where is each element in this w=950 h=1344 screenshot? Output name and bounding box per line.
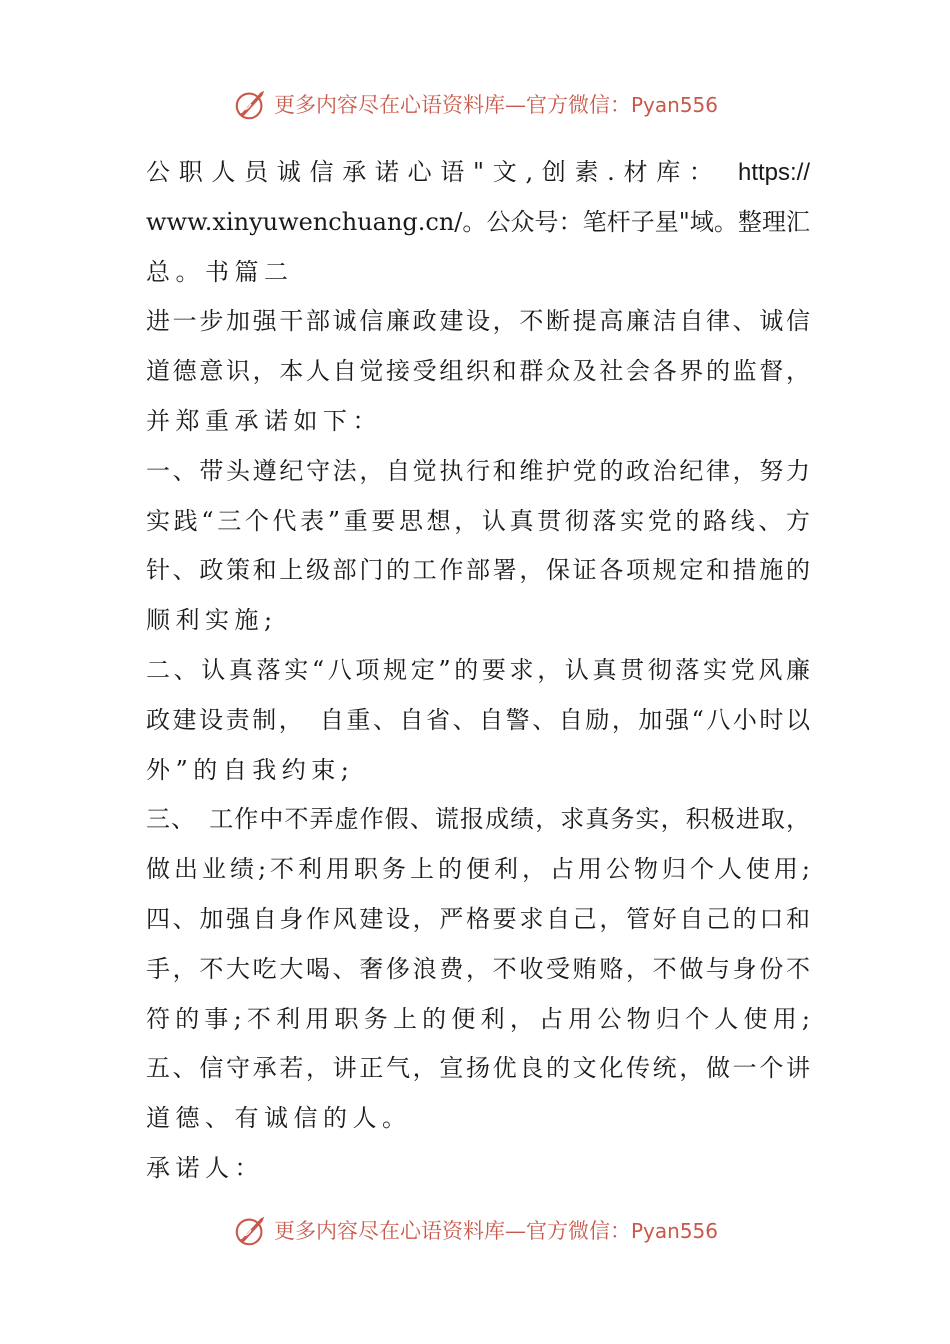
text-line: 公职人员诚信承诺心语"文,创素.材库： https:// [146,158,810,186]
watermark-text: 更多内容尽在心语资料库—官方微信：Pyan556 [273,93,718,117]
text-line: 做出业绩;不利用职务上的便利，占用公物归个人使用; [146,855,810,884]
quill-seal-logo-icon [232,1211,270,1249]
document-body [146,148,810,1194]
text-line: 手，不大吃大喝、奢侈浪费，不收受贿赂，不做与身份不 [146,954,810,983]
text-line: www.xinyuwenchuang.cn/。公众号：笔杆子星"域。整理汇 [146,207,810,236]
text-line: 一、带头遵纪守法，自觉执行和维护党的政治纪律，努力 [146,456,810,485]
text-line: 四、加强自身作风建设，严格要求自己，管好自己的口和 [146,904,810,933]
text-line: 针、政策和上级部门的工作部署，保证各项规定和措施的 [146,556,810,585]
text-line: 符的事;不利用职务上的便利，占用公物归个人使用; [146,1004,810,1033]
text-line: 进一步加强干部诚信廉政建设，不断提高廉洁自律、诚信 [146,307,810,336]
text-line: 并郑重承诺如下： [146,406,382,435]
text-line: 外”的自我约束; [146,755,355,784]
text-line: 政建设责制， 自重、自省、自警、自励，加强“八小时以 [146,705,810,734]
text-line: 道德意识，本人自觉接受组织和群众及社会各界的监督， [146,357,810,386]
text-line: 二、认真落实“八项规定”的要求，认真贯彻落实党风廉 [146,655,810,684]
text-line: 总。书篇二 [146,257,294,286]
text-line: 顺利实施; [146,606,278,635]
text-line: 实践“三个代表”重要思想，认真贯彻落实党的路线、方 [146,506,810,535]
watermark-banner-top [0,82,950,126]
text-line: 三、 工作中不弄虚作假、谎报成绩，求真务实，积极进取， [146,805,810,834]
watermark-text: 更多内容尽在心语资料库—官方微信：Pyan556 [273,1219,718,1243]
text-line: 五、信守承若，讲正气，宣扬优良的文化传统，做一个讲 [146,1054,810,1083]
quill-seal-logo-icon [232,85,270,123]
watermark-banner-bottom [0,1208,950,1252]
text-line: 道德、有诚信的人。 [146,1104,412,1133]
signature-label: 承诺人： [146,1153,264,1182]
